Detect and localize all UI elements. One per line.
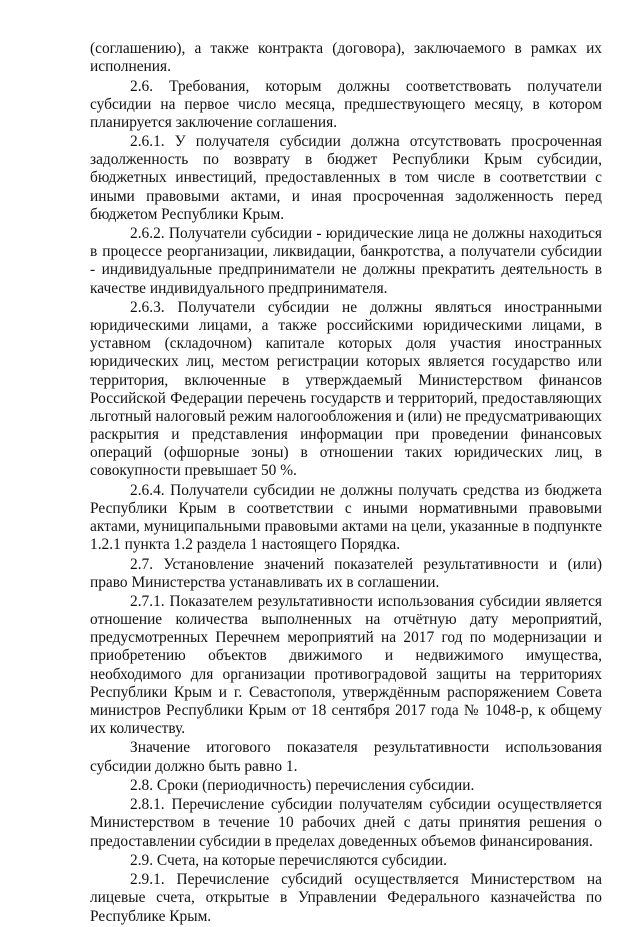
paragraph-2-8-1: 2.8.1. Перечисление субсидии получателям субсидии осуществляется Министерством в течение 10 рабочих дней с даты принятия решения о предоставлении субсидии в пределах доведенных объемов финансирования. [90,796,602,850]
paragraph-2-6-2: 2.6.2. Получатели субсидии - юридические лица не должны находиться в процессе реорганизации, ликвидации, банкротства, а получатели субсидии - индивидуальные предприниматели не должны прекратить деятельность в качестве индивидуального предпринимателя. [90,225,602,297]
document-page [90,40,602,927]
paragraph-2-9: 2.9. Счета, на которые перечисляются субсидии. [130,851,447,869]
paragraph-2-6-1: 2.6.1. У получателя субсидии должна отсутствовать просроченная задолженность по возврату в бюджет Республики Крым субсидии, бюджетных инвестиций, предоставленных в том числе в соответствии с иными правовыми актами, и иная просроченная задолженность перед бюджетом Республики Крым. [90,133,602,223]
paragraph-2-6-4: 2.6.4. Получатели субсидии не должны получать средства из бюджета Республики Крым в соответствии с иными нормативными правовыми актами, муниципальными правовыми актами на цели, указанные в подпункте 1.2.1 пункта 1.2 раздела 1 настоящего Порядка. [90,481,602,554]
paragraph-continuation: (соглашению), а также контракта (договора), заключаемого в рамках их исполнения. [90,40,602,76]
paragraph-2-9-1: 2.9.1. Перечисление субсидий осуществляется Министерством на лицевые счета, открытые в Управлении Федерального казначейства по Республике Крым. [90,871,602,925]
paragraph-2-7: 2.7. Установление значений показателей результативности и (или) право Министерства устанавливать их в соглашении. [90,555,602,591]
paragraph-2-6-3: 2.6.3. Получатели субсидии не должны являться иностранными юридическими лицами, а также российскими юридическими лицами, в уставном (складочном) капитале которых доля участия иностранных юридических лиц, местом регистрации которых является государство или территория, включенные в утверждаемый Министерством финансов Российской Федерации перечень государств и территорий, предоставляющих льготный налоговый режим налогообложения и (или) не предусматривающих раскрытия и представления информации при проведении финансовых операций (офшорные зоны) в отношении таких юридических лиц, в совокупности превышает 50 %. [90,298,602,480]
paragraph-2-6: 2.6. Требования, которым должны соответствовать получатели субсидии на первое число месяца, предшествующего месяцу, в котором планируется заключение соглашения. [90,77,602,131]
paragraph-2-7-1: 2.7.1. Показателем результативности использования субсидии является отношение количества выполненных на отчётную дату мероприятий, предусмотренных Перечнем мероприятий на 2017 год по модернизации и приобретению объектов движимого и недвижимого имущества, необходимого для организации противоградовой защиты на территориях Республики Крым и г. Севастополя, утверждённым распоряжением Совета министров Республики Крым от 18 сентября 2017 года № 1048-р, к общему их количеству. [90,593,602,738]
paragraph-2-8: 2.8. Сроки (периодичность) перечисления субсидии. [130,776,475,794]
paragraph-indicator-value: Значение итогового показателя результативности использования субсидии должно быть равно 1. [90,739,602,775]
